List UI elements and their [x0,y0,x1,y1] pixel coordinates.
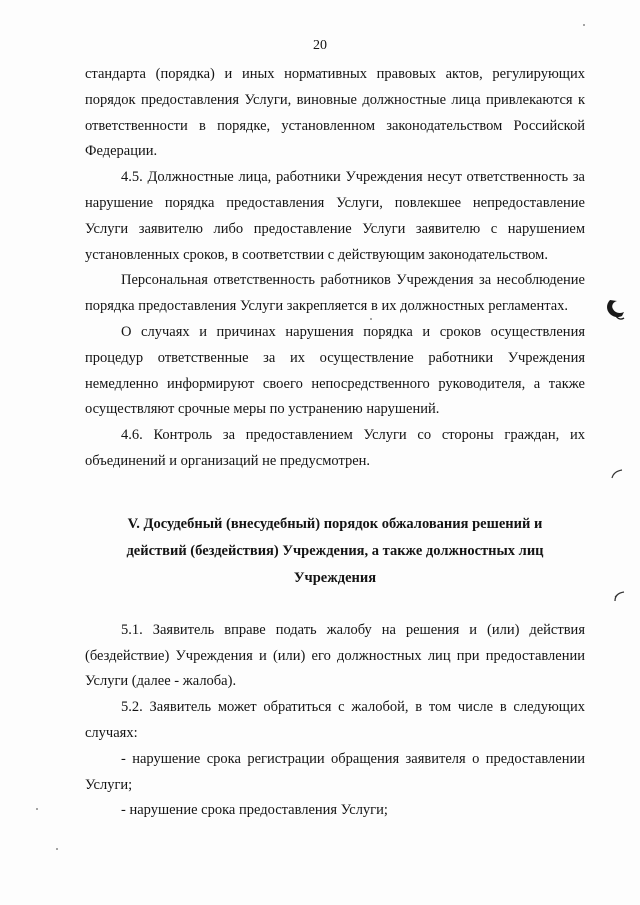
paragraph-5-1: 5.1. Заявитель вправе подать жалобу на решения и (или) действия (бездействие) Учреждения и (или) его должностных лиц при предоставлении Услуги (далее - жалоба). [85,621,585,690]
scan-speck [56,848,58,850]
paragraph-5-2: 5.2. Заявитель может обратиться с жалобой, в том числе в следующих случаях: [85,699,585,741]
document-body [85,62,585,824]
list-item-service-deadline: - нарушение срока предоставления Услуги; [121,802,388,819]
pen-mark-icon [610,468,624,480]
scan-speck [370,318,372,320]
paragraph-4-5: 4.5. Должностные лица, работники Учреждения несут ответственность за нарушение порядка предоставления Услуги, повлекшее непредоставление Услуги заявителю либо предоставление Услуги заявителю с нарушением установленных сроков, в соответствии с действующим законодательством. [85,169,585,263]
scan-speck [36,808,38,810]
scan-speck [583,24,585,26]
paragraph-4-6: 4.6. Контроль за предоставлением Услуги со стороны граждан, их объединений и организаций не предусмотрен. [85,427,585,469]
pen-mark-icon [612,589,626,603]
section-title-line-2: действий (бездействия) Учреждения, а также должностных лиц [126,542,544,559]
section-title [85,511,585,592]
list-item-registration-deadline: - нарушение срока регистрации обращения заявителя о предоставлении Услуги; [85,750,585,793]
scan-artifact-icon [604,296,626,322]
section-title-line-1: V. Досудебный (внесудебный) порядок обжалования решений и [127,515,543,532]
paragraph-violations-report: О случаях и причинах нарушения порядка и сроков осуществления процедур ответственные за их осуществление работники Учреждения немедленно информируют своего непосредственного руководителя, а также осуществляют срочные меры по устранению нарушений. [85,323,585,418]
section-title-line-3: Учреждения [293,569,377,586]
paragraph-continuation: стандарта (порядка) и иных нормативных правовых актов, регулирующих порядок предоставления Услуги, виновные должностные лица привлекаются к ответственности в порядке, установленном законодательством Российской Федерации. [85,66,585,160]
paragraph-personal-responsibility: Персональная ответственность работников Учреждения за несоблюдение порядка предоставления Услуги закрепляется в их должностных регламентах. [85,272,585,315]
page-number: 20 [313,38,327,53]
